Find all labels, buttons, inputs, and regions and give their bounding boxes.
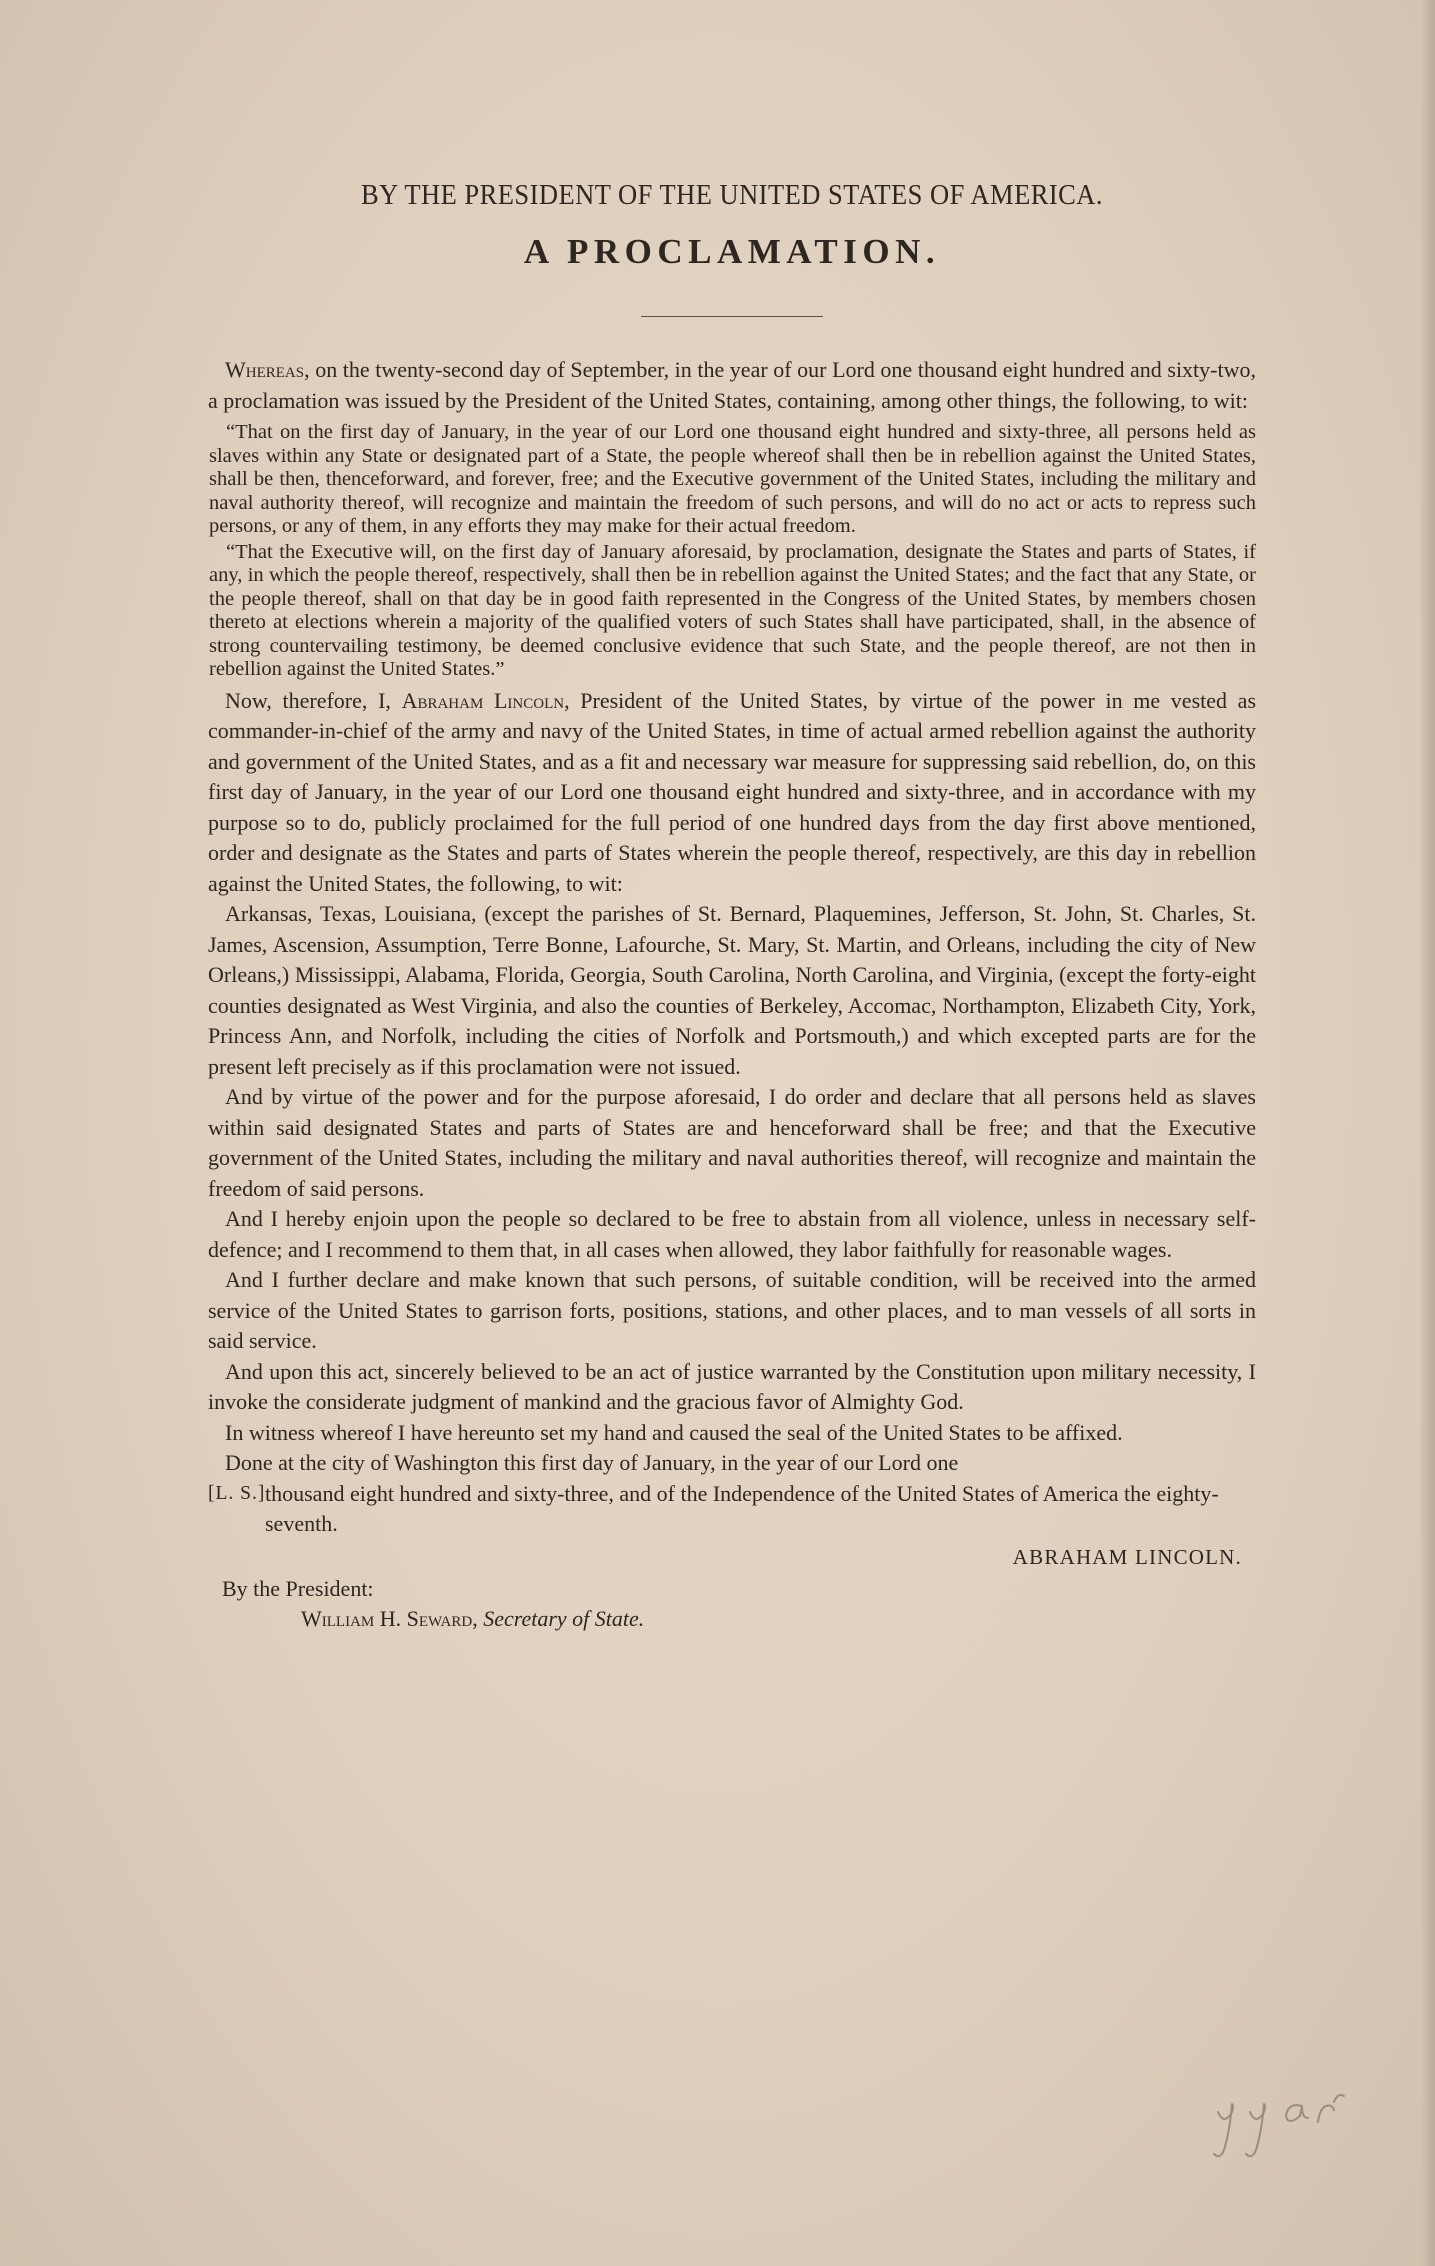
whereas-text: on the twenty-second day of September, in the year of our Lord one thousand eight hundred and sixty-two, a proclamation was issued by the President of the United States, containing, among other things, the following, to wit:: [208, 357, 1256, 413]
paragraph-done-at: [208, 1448, 1256, 1540]
header-line: BY THE PRESIDENT OF THE UNITED STATES OF AMERICA.: [361, 180, 1103, 211]
lincoln-name-inline: Abraham Lincoln: [401, 687, 565, 713]
pencil-annotation: [1210, 2082, 1360, 2168]
seal-mark: [L. S.]: [208, 1482, 266, 1504]
paragraph-enjoin: And I hereby enjoin upon the people so declared to be free to abstain from all violence, unless in necessary self-defence; and I recommend to them that, in all cases when allowed, they labor faithfully for reasonable wages.: [208, 1206, 1256, 1262]
title-divider: [641, 316, 823, 317]
paragraph-justice: And upon this act, sincerely believed to be an act of justice warranted by the Constitution upon military necessity, I invoke the considerate judgment of mankind and the gracious favor of Almighty God.: [208, 1358, 1256, 1414]
paragraph-now-therefore: [208, 686, 1256, 900]
paper-edge: [1421, 0, 1435, 2266]
whereas-lead: Whereas,: [225, 357, 310, 382]
seward-name: William H. Seward: [301, 1605, 473, 1631]
paragraph-armed-service: And I further declare and make known that such persons, of suitable condition, will be received into the armed service of the United States to garrison forts, positions, stations, and other places, and to man vessels of all sorts in said service.: [208, 1267, 1256, 1353]
document-title: A PROCLAMATION.: [523, 232, 941, 271]
now-therefore-a: Now, therefore, I,: [225, 687, 402, 713]
quote-first: “That on the first day of January, in the year of our Lord one thousand eight hundred and sixty-three, all persons held as slaves within any State or designated part of a State, the people whereof shall then be in rebellion against the United States, shall be then, thenceforward, and forever, free; and the Executive government of the United States, including the military and naval authority thereof, will recognize and maintain the freedom of such persons, and will do no act or acts to repress such persons, or any of them, in any efforts they may make for their actual freedom.: [209, 421, 1256, 537]
paragraph-order: And by virtue of the power and for the purpose aforesaid, I do order and declare that all persons held as slaves within said designated States and parts of States are and henceforward shall be free; and that the Executive government of the United States, including the military and naval authorities thereof, will recognize and maintain the freedom of said persons.: [208, 1084, 1256, 1201]
done-at-rest: thousand eight hundred and sixty-three, and of the Independence of the United States of America the eighty-seventh.: [265, 1480, 1219, 1536]
now-therefore-b: , President of the United States, by virtue of the power in me vested as commander-in-chief of the army and navy of the United States, in time of actual armed rebellion against the authority and government of the United States, and as a fit and necessary war measure for suppressing said rebellion, do, on this first day of January, in the year of our Lord one thousand eight hundred and sixty-three, and in accordance with my purpose so to do, publicly proclaimed for the full period of one hundred days from the day first above mentioned, order and designate as the States and parts of States wherein the people thereof, respectively, are this day in rebellion against the United States, the following, to wit:: [208, 687, 1256, 896]
done-at-first-line: Done at the city of Washington this first day of January, in the year of our Lord one: [225, 1450, 959, 1475]
seward-line: William H. Seward, Secretary of State.: [301, 1605, 645, 1631]
lincoln-signature: ABRAHAM LINCOLN.: [1012, 1544, 1242, 1569]
seward-title: Secretary of State.: [483, 1605, 645, 1631]
paragraph-states: Arkansas, Texas, Louisiana, (except the parishes of St. Bernard, Plaquemines, Jefferson, St. John, St. Charles, St. James, Ascension, Assumption, Terre Bonne, Lafourche, St. Mary, St. Martin, and Orleans, including the city of New Orleans,) Mississippi, Alabama, Florida, Georgia, South Carolina, North Carolina, and Virginia, (except the forty-eight counties designated as West Virginia, and also the counties of Berkeley, Accomac, Northampton, Elizabeth City, York, Princess Ann, and Norfolk, including the cities of Norfolk and Portsmouth,) and which excepted parts are for the present left precisely as if this proclamation were not issued.: [208, 901, 1256, 1079]
paragraph-whereas: [208, 355, 1256, 416]
paragraph-witness: In witness whereof I have hereunto set my hand and caused the seal of the United States to be affixed.: [225, 1419, 1123, 1445]
by-the-president: By the President:: [222, 1575, 374, 1601]
document-body: [208, 180, 1256, 1634]
quote-second: “That the Executive will, on the first day of January aforesaid, by proclamation, designate the States and parts of States, if any, in which the people thereof, respectively, shall then be in rebellion against the United States; and the fact that any State, or the people thereof, shall on that day be in good faith represented in the Congress of the United States, by members chosen thereto at elections wherein a majority of the qualified voters of such States shall have participated, shall, in the absence of strong countervailing testimony, be deemed conclusive evidence that such State, and the people thereof, are not then in rebellion against the United States.”: [209, 540, 1256, 680]
